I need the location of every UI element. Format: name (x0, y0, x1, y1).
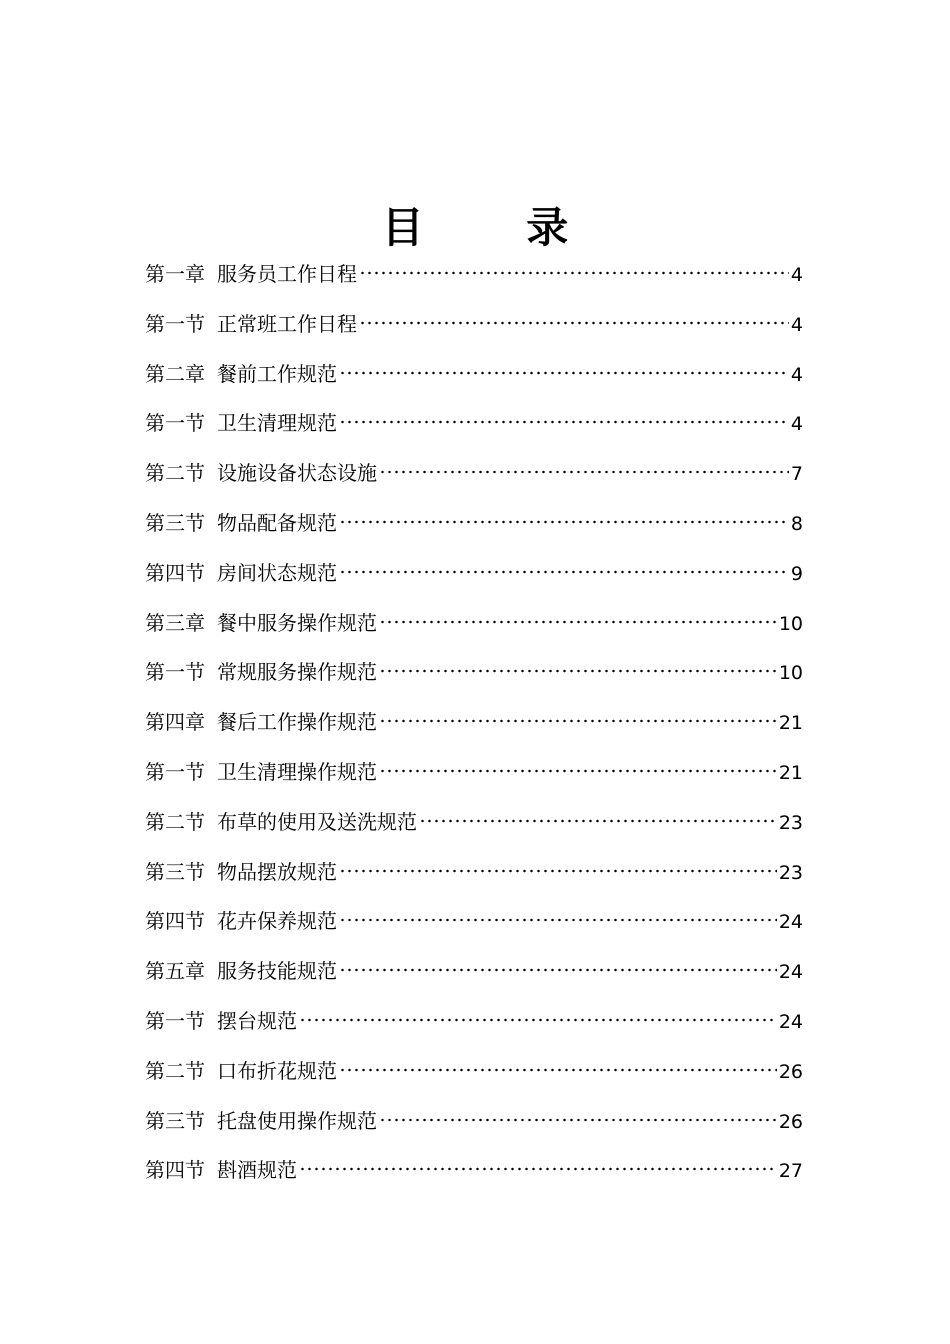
toc-entry-section: 第一节 (145, 311, 205, 336)
toc-entry[interactable] (145, 1049, 803, 1099)
toc-leader-dots (299, 1018, 777, 1022)
toc-entry-page-number: 4 (790, 313, 803, 336)
toc-entry[interactable] (145, 750, 803, 800)
toc-title: 目 录 (381, 203, 613, 252)
toc-entry-name: 布草的使用及送洗规范 (217, 809, 417, 834)
toc-entry-page-number: 21 (778, 761, 803, 784)
toc-entry-name: 餐后工作操作规范 (217, 710, 377, 735)
toc-entry[interactable] (145, 949, 803, 999)
toc-entry-section: 第一节 (145, 759, 205, 784)
toc-entry-name: 卫生清理规范 (217, 411, 337, 436)
toc-entry-name: 餐前工作规范 (217, 361, 337, 386)
toc-entry-name: 服务技能规范 (217, 959, 337, 984)
toc-entry[interactable] (145, 1148, 803, 1198)
toc-entry-page-number: 24 (778, 961, 803, 984)
toc-leader-dots (379, 719, 777, 723)
toc-entry-section: 第四章 (145, 710, 205, 735)
toc-entry[interactable] (145, 302, 803, 352)
toc-entry[interactable] (145, 650, 803, 700)
toc-entry-label (145, 999, 297, 1043)
toc-entry-label (145, 850, 337, 894)
toc-entry-section: 第二节 (145, 809, 205, 834)
toc-entry-page-number: 4 (790, 264, 803, 286)
toc-entry-page-number: 21 (778, 712, 803, 735)
toc-leader-dots (379, 470, 789, 474)
toc-entry-name: 物品配备规范 (217, 510, 337, 535)
toc-entry-label (145, 451, 377, 495)
toc-entry-label (145, 1099, 377, 1143)
toc-entry-section: 第一节 (145, 1008, 205, 1033)
toc-entry-name: 托盘使用操作规范 (217, 1108, 377, 1133)
toc-entry-name: 口布折花规范 (217, 1058, 337, 1083)
toc-entry-label (145, 750, 377, 794)
toc-entry-section: 第一章 (145, 262, 205, 286)
toc-entry-page-number: 10 (778, 662, 803, 685)
toc-entry-section: 第一节 (145, 411, 205, 436)
toc-entry[interactable] (145, 451, 803, 501)
toc-entry-page-number: 4 (790, 413, 803, 436)
toc-entry-name: 常规服务操作规范 (217, 660, 377, 685)
toc-entry-label (145, 899, 337, 943)
toc-entry-name: 摆台规范 (217, 1008, 297, 1033)
toc-entry-label (145, 700, 377, 744)
toc-entry-name: 设施设备状态设施 (217, 461, 377, 486)
toc-entry-label (145, 352, 337, 396)
toc-entry-label (145, 1049, 337, 1093)
toc-entry[interactable] (145, 899, 803, 949)
toc-leader-dots (299, 1167, 777, 1171)
toc-entry-name: 斟酒规范 (217, 1158, 297, 1183)
toc-entry[interactable] (145, 700, 803, 750)
toc-entry[interactable] (145, 999, 803, 1049)
toc-entry[interactable] (145, 252, 803, 302)
toc-leader-dots (339, 869, 777, 873)
toc-entry-name: 物品摆放规范 (217, 859, 337, 884)
toc-leader-dots (359, 321, 789, 325)
toc-entry-page-number: 23 (778, 861, 803, 884)
toc-entry-name: 正常班工作日程 (217, 311, 357, 336)
toc-entry[interactable] (145, 850, 803, 900)
toc-leader-dots (339, 918, 777, 922)
toc-entry-name: 房间状态规范 (217, 560, 337, 585)
toc-leader-dots (379, 620, 777, 624)
toc-entry-section: 第四节 (145, 560, 205, 585)
toc-leader-dots (359, 271, 789, 275)
toc-entry-section: 第二节 (145, 1058, 205, 1083)
toc-entry[interactable] (145, 1099, 803, 1149)
toc-leader-dots (339, 520, 789, 524)
toc-leader-dots (339, 570, 789, 574)
toc-entry-section: 第三章 (145, 610, 205, 635)
toc-entry-page-number: 8 (790, 512, 803, 535)
toc-entry-label (145, 401, 337, 445)
toc-entry-section: 第四节 (145, 1158, 205, 1183)
toc-entry-page-number: 10 (778, 612, 803, 635)
toc-entry-name: 花卉保养规范 (217, 909, 337, 934)
toc-leader-dots (339, 420, 789, 424)
toc-leader-dots (339, 1068, 777, 1072)
toc-entry[interactable] (145, 352, 803, 402)
toc-leader-dots (379, 769, 777, 773)
toc-entry-section: 第三节 (145, 859, 205, 884)
toc-entry-name: 服务员工作日程 (217, 262, 357, 286)
toc-entry-name: 卫生清理操作规范 (217, 759, 377, 784)
toc-entry-label (145, 949, 337, 993)
toc-entry[interactable] (145, 501, 803, 551)
toc-entry-label (145, 800, 417, 844)
toc-leader-dots (379, 1118, 777, 1122)
toc-entry-page-number: 7 (790, 463, 803, 486)
toc-leader-dots (339, 371, 789, 375)
toc-entry-label (145, 601, 377, 645)
toc-entry-label (145, 1148, 297, 1192)
toc-entry-section: 第三节 (145, 510, 205, 535)
toc-entry-page-number: 27 (778, 1160, 803, 1183)
toc-entry-section: 第二章 (145, 361, 205, 386)
toc-entry-page-number: 26 (778, 1110, 803, 1133)
toc-entry-page-number: 24 (778, 911, 803, 934)
toc-entry-page-number: 26 (778, 1060, 803, 1083)
toc-entry-name: 餐中服务操作规范 (217, 610, 377, 635)
toc-leader-dots (379, 669, 777, 673)
toc-entry[interactable] (145, 401, 803, 451)
toc-entry-section: 第四节 (145, 909, 205, 934)
toc-entry[interactable] (145, 551, 803, 601)
toc-entry-page-number: 23 (778, 811, 803, 834)
toc-entry-label (145, 252, 357, 296)
toc-entry-section: 第二节 (145, 461, 205, 486)
toc-leader-dots (419, 819, 777, 823)
toc-entry-page-number: 4 (790, 363, 803, 386)
toc-entry[interactable] (145, 800, 803, 850)
toc-entry-label (145, 501, 337, 545)
toc-entry-section: 第三节 (145, 1108, 205, 1133)
toc-entry-label (145, 650, 377, 694)
toc-entry-label (145, 551, 337, 595)
toc-entry[interactable] (145, 601, 803, 651)
toc-leader-dots (339, 968, 777, 972)
toc-entry-section: 第五章 (145, 959, 205, 984)
toc-entry-section: 第一节 (145, 660, 205, 685)
toc-entry-label (145, 302, 357, 346)
toc-entry-page-number: 9 (790, 562, 803, 585)
toc-entry-page-number: 24 (778, 1010, 803, 1033)
toc-list (145, 252, 803, 1198)
